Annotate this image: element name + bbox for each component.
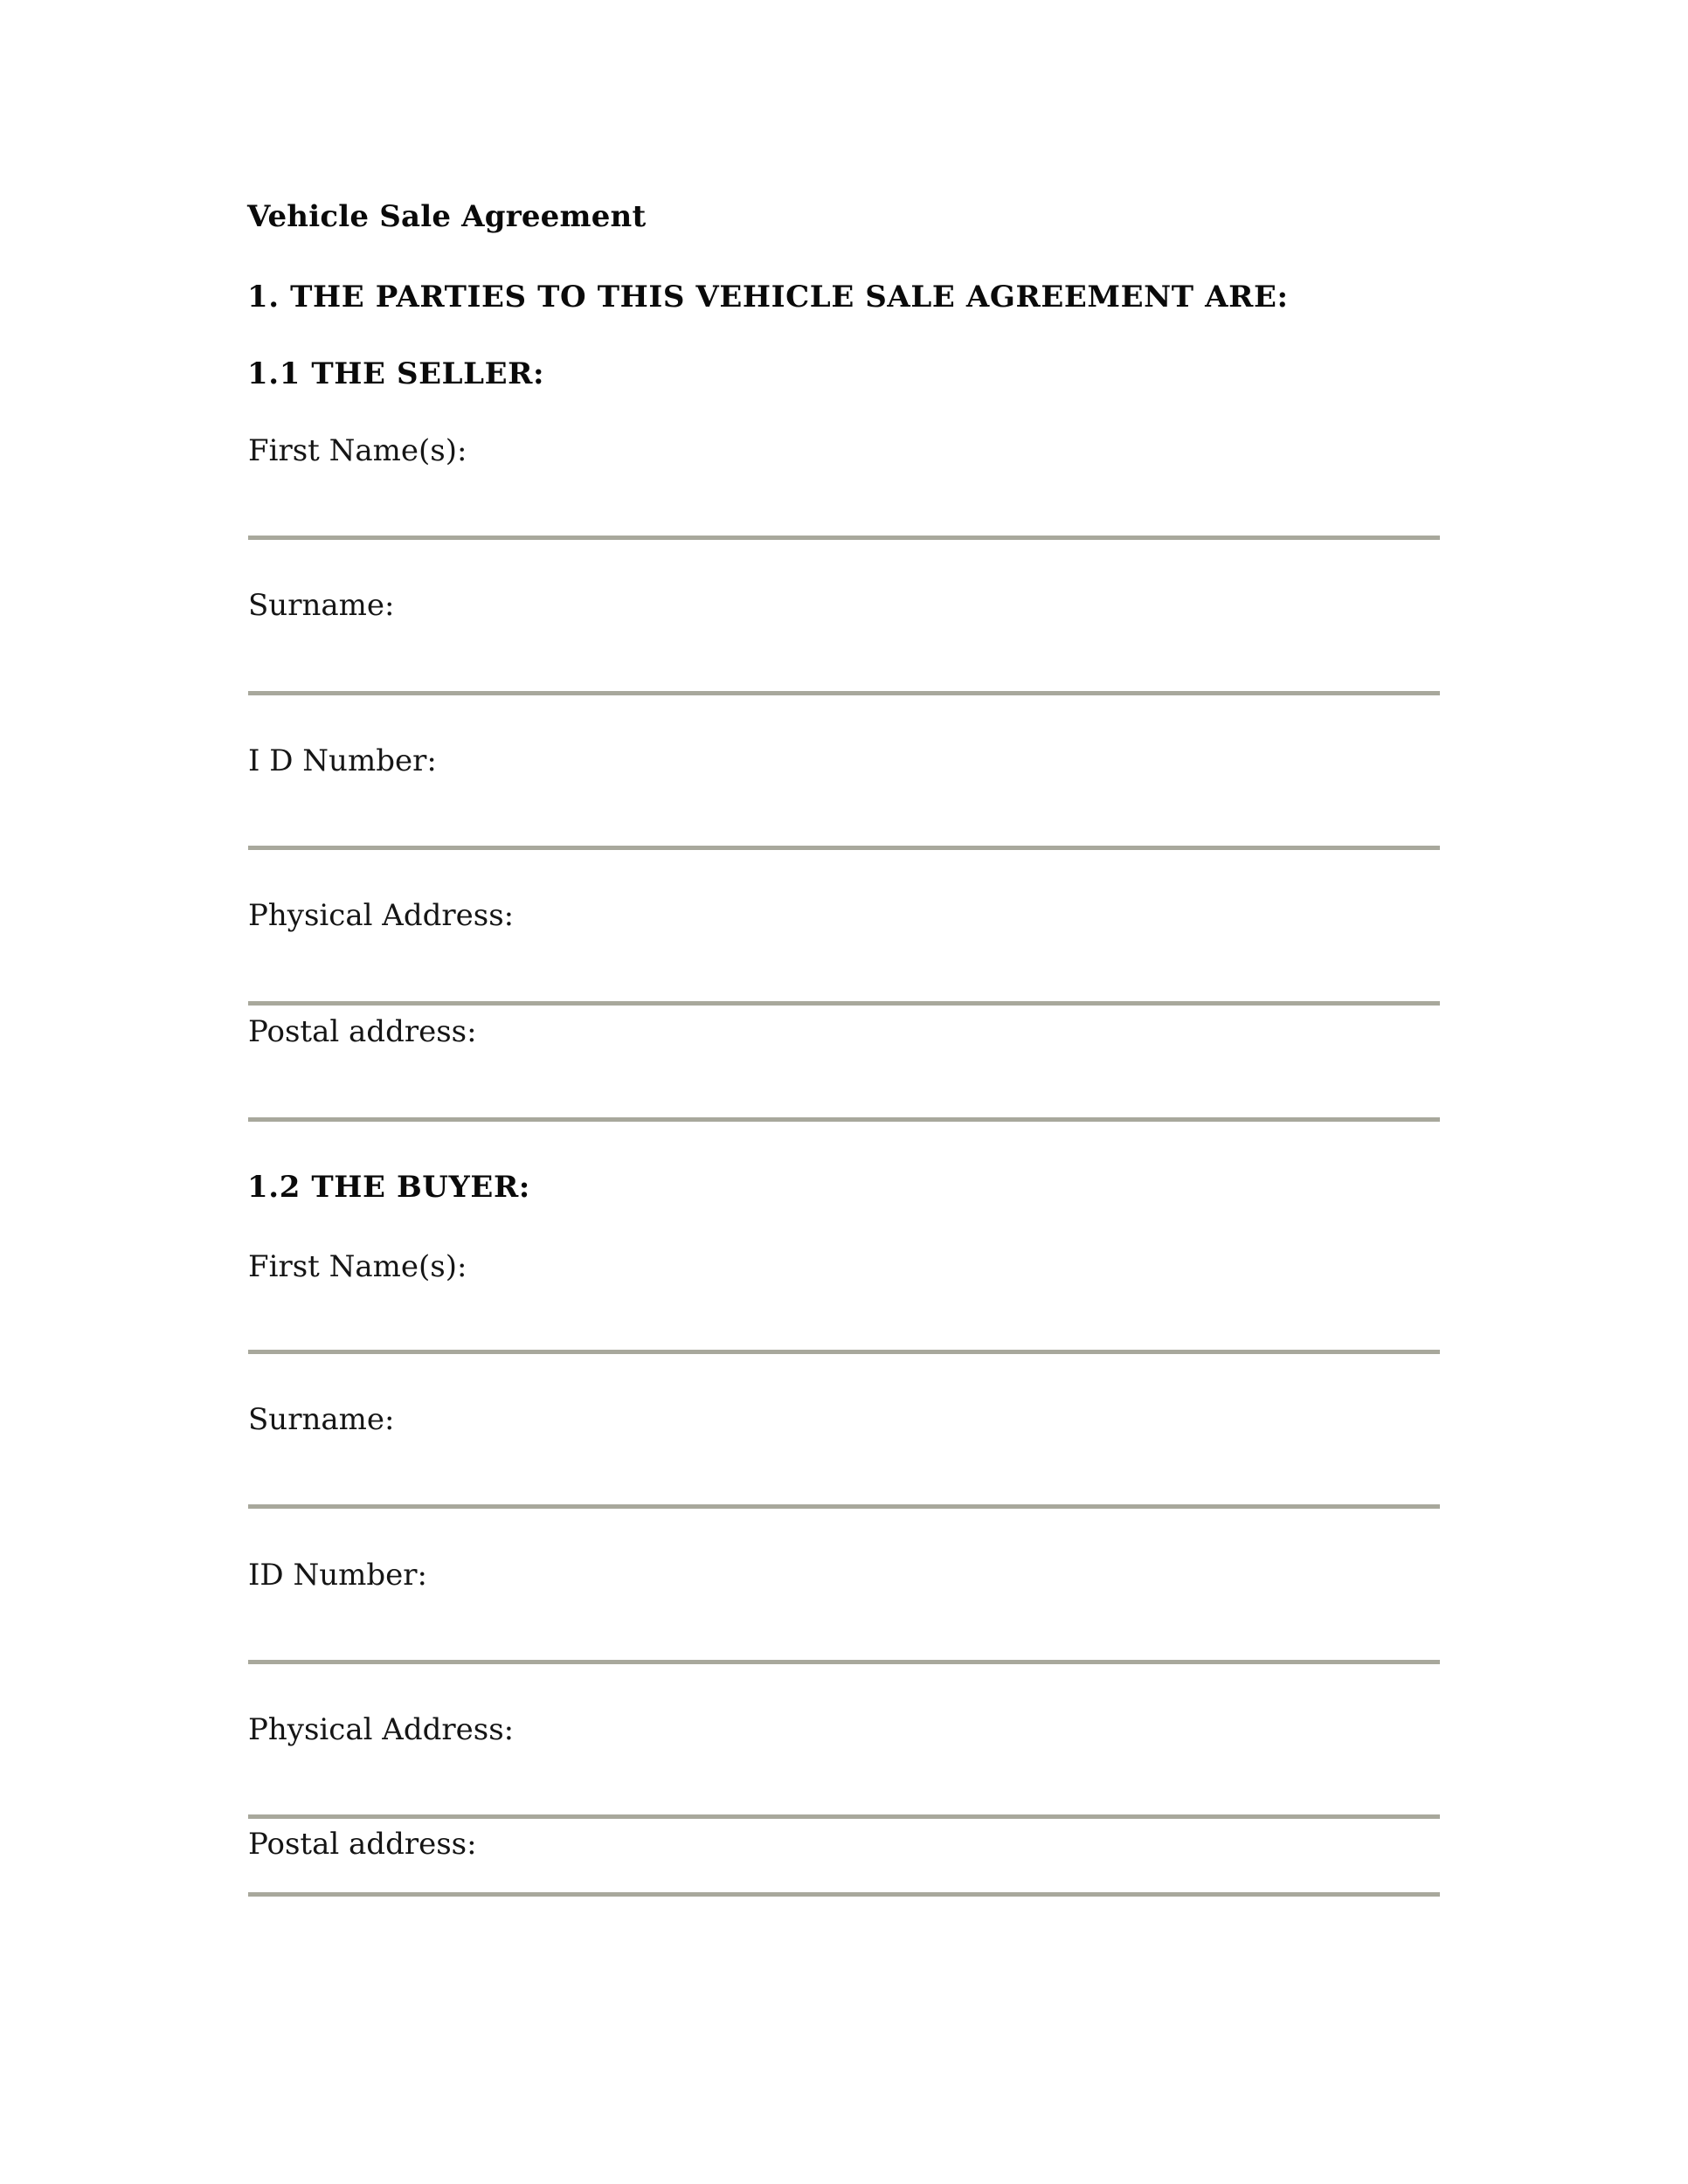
seller-heading: 1.1 THE SELLER: <box>247 356 545 391</box>
buyer-surname-underline <box>248 1504 1440 1509</box>
seller-id-number-input[interactable] <box>248 799 1440 841</box>
seller-postal-address-input[interactable] <box>248 1071 1440 1113</box>
seller-surname-input[interactable] <box>248 645 1440 687</box>
buyer-first-name-input[interactable] <box>248 1303 1440 1345</box>
seller-first-name-underline <box>248 536 1440 540</box>
buyer-id-number-input[interactable] <box>248 1614 1440 1655</box>
buyer-first-name-label: First Name(s): <box>248 1249 467 1284</box>
buyer-surname-label: Surname: <box>248 1402 395 1437</box>
buyer-postal-address-underline <box>248 1892 1440 1897</box>
buyer-postal-address-label: Postal address: <box>248 1827 477 1862</box>
buyer-heading: 1.2 THE BUYER: <box>247 1170 530 1205</box>
buyer-physical-address-underline <box>248 1814 1440 1819</box>
seller-physical-address-label: Physical Address: <box>248 898 515 933</box>
buyer-id-number-label: ID Number: <box>248 1558 427 1593</box>
buyer-physical-address-label: Physical Address: <box>248 1712 515 1747</box>
section-heading-parties: 1. THE PARTIES TO THIS VEHICLE SALE AGREEMENT ARE: <box>247 280 1289 314</box>
buyer-physical-address-input[interactable] <box>248 1768 1440 1810</box>
buyer-surname-input[interactable] <box>248 1458 1440 1500</box>
seller-surname-label: Surname: <box>248 588 395 623</box>
seller-physical-address-input[interactable] <box>248 955 1440 997</box>
seller-postal-address-underline <box>248 1117 1440 1122</box>
document-title: Vehicle Sale Agreement <box>247 199 647 234</box>
seller-id-number-label: I D Number: <box>248 743 437 778</box>
seller-physical-address-underline <box>248 1001 1440 1006</box>
seller-first-name-input[interactable] <box>248 489 1440 531</box>
seller-first-name-label: First Name(s): <box>248 433 467 468</box>
buyer-postal-address-input[interactable] <box>248 1863 1440 1889</box>
seller-id-number-underline <box>248 846 1440 850</box>
buyer-id-number-underline <box>248 1660 1440 1664</box>
seller-surname-underline <box>248 691 1440 695</box>
buyer-first-name-underline <box>248 1350 1440 1354</box>
seller-postal-address-label: Postal address: <box>248 1014 477 1049</box>
